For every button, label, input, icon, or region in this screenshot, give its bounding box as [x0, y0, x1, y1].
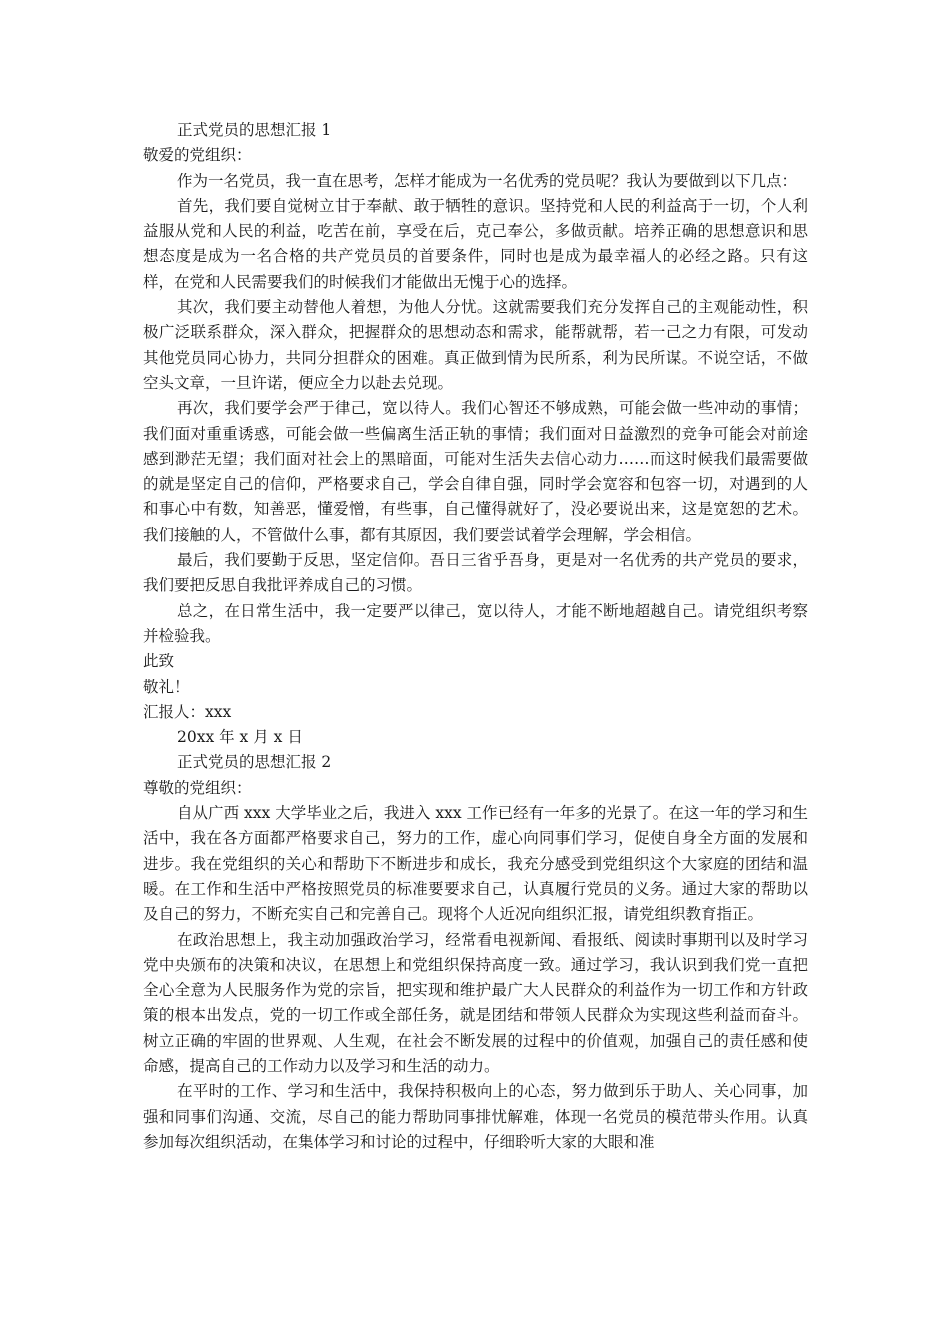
report1-paragraph: 再次，我们要学会严于律己，宽以待人。我们心智还不够成熟，可能会做一些冲动的事情；我们面对重重诱惑，可能会做一些偏离生活正轨的事情；我们面对日益激烈的竞争可能会对前途感到渺茫无望；我们面对社会上的黑暗面，可能对生活失去信心动力……而这时候我们最需要做的就是坚定自己的信仰，严格要求自己，学会自律自强，同时学会宽容和包容一切，对遇到的人和事心中有数，知善恶，懂爱憎，有些事，自己懂得就好了，没必要说出来，这是宽恕的艺术。我们接触的人，不管做什么事，都有其原因，我们要尝试着学会理解，学会相信。	[143, 399, 808, 544]
report1-salutation: 敬爱的党组织：	[143, 146, 252, 165]
report1-paragraph: 其次，我们要主动替他人着想，为他人分忧。这就需要我们充分发挥自己的主观能动性，积极广泛联系群众，深入群众，把握群众的思想动态和需求，能帮就帮，若一己之力有限，可发动其他党员同心协力，共同分担群众的困难。真正做到情为民所系，利为民所谋。不说空话，不做空头文章，一旦许诺，便应全力以赴去兑现。	[143, 298, 808, 392]
report1-title: 正式党员的思想汇报 1	[177, 121, 332, 139]
report2-salutation: 尊敬的党组织：	[143, 778, 252, 797]
report2-paragraph: 在平时的工作、学习和生活中，我保持积极向上的心态，努力做到乐于助人、关心同事，加强和同事们沟通、交流，尽自己的能力帮助同事排忧解难，体现一名党员的模范带头作用。认真参加每次组织活动，在集体学习和讨论的过程中，仔细聆听大家的大眼和准	[143, 1082, 808, 1151]
report1-closing-1: 此致	[143, 652, 175, 671]
report1-paragraph: 首先，我们要自觉树立甘于奉献、敢于牺牲的意识。坚持党和人民的利益高于一切，个人利益服从党和人民的利益，吃苦在前，享受在后，克己奉公，多做贡献。培养正确的思想意识和思想态度是成为一名合格的共产党员员的首要条件，同时也是成为最幸福人的必经之路。只有这样，在党和人民需要我们的时候我们才能做出无愧于心的选择。	[143, 196, 808, 291]
report1-date: 20xx 年 x 月 x 日	[177, 728, 303, 747]
report1-paragraph: 作为一名党员，我一直在思考，怎样才能成为一名优秀的党员呢？我认为要做到以下几点：	[177, 171, 798, 190]
report1-paragraph: 总之，在日常生活中，我一定要严以律己，宽以待人，才能不断地超越自己。请党组织考察并检验我。	[143, 601, 808, 645]
report2-paragraph: 自从广西 xxx 大学毕业之后，我进入 xxx 工作已经有一年多的光景了。在这一年的学习和生活中，我在各方面都严格要求自己，努力的工作，虚心向同事们学习，促使自身全方面的发展和进步。我在党组织的关心和帮助下不断进步和成长，我充分感受到党组织这个大家庭的团结和温暖。在工作和生活中严格按照党员的标准要要求自己，认真履行党员的义务。通过大家的帮助以及自己的努力，不断充实自己和完善自己。现将个人近况向组织汇报，请党组织教育指正。	[143, 804, 808, 924]
document-page	[143, 118, 808, 1155]
report2-title: 正式党员的思想汇报 2	[177, 753, 332, 772]
report1-closing-2: 敬礼！	[143, 677, 190, 696]
report1-paragraph: 最后，我们要勤于反思，坚定信仰。吾日三省乎吾身，更是对一名优秀的共产党员的要求，我们要把反思自我批评养成自己的习惯。	[143, 551, 808, 595]
report1-reporter: 汇报人：xxx	[143, 702, 232, 721]
report2-paragraph: 在政治思想上，我主动加强政治学习，经常看电视新闻、看报纸、阅读时事期刊以及时学习党中央颁布的决策和决议，在思想上和党组织保持高度一致。通过学习，我认识到我们党一直把全心全意为人民服务作为党的宗旨，把实现和维护最广大人民群众的利益作为一切工作和方针政策的根本出发点，党的一切工作或全部任务，就是团结和带领人民群众为实现这些利益而奋斗。树立正确的牢固的世界观、人生观，在社会不断发展的过程中的价值观，加强自己的责任感和使命感，提高自己的工作动力以及学习和生活的动力。	[143, 930, 808, 1075]
